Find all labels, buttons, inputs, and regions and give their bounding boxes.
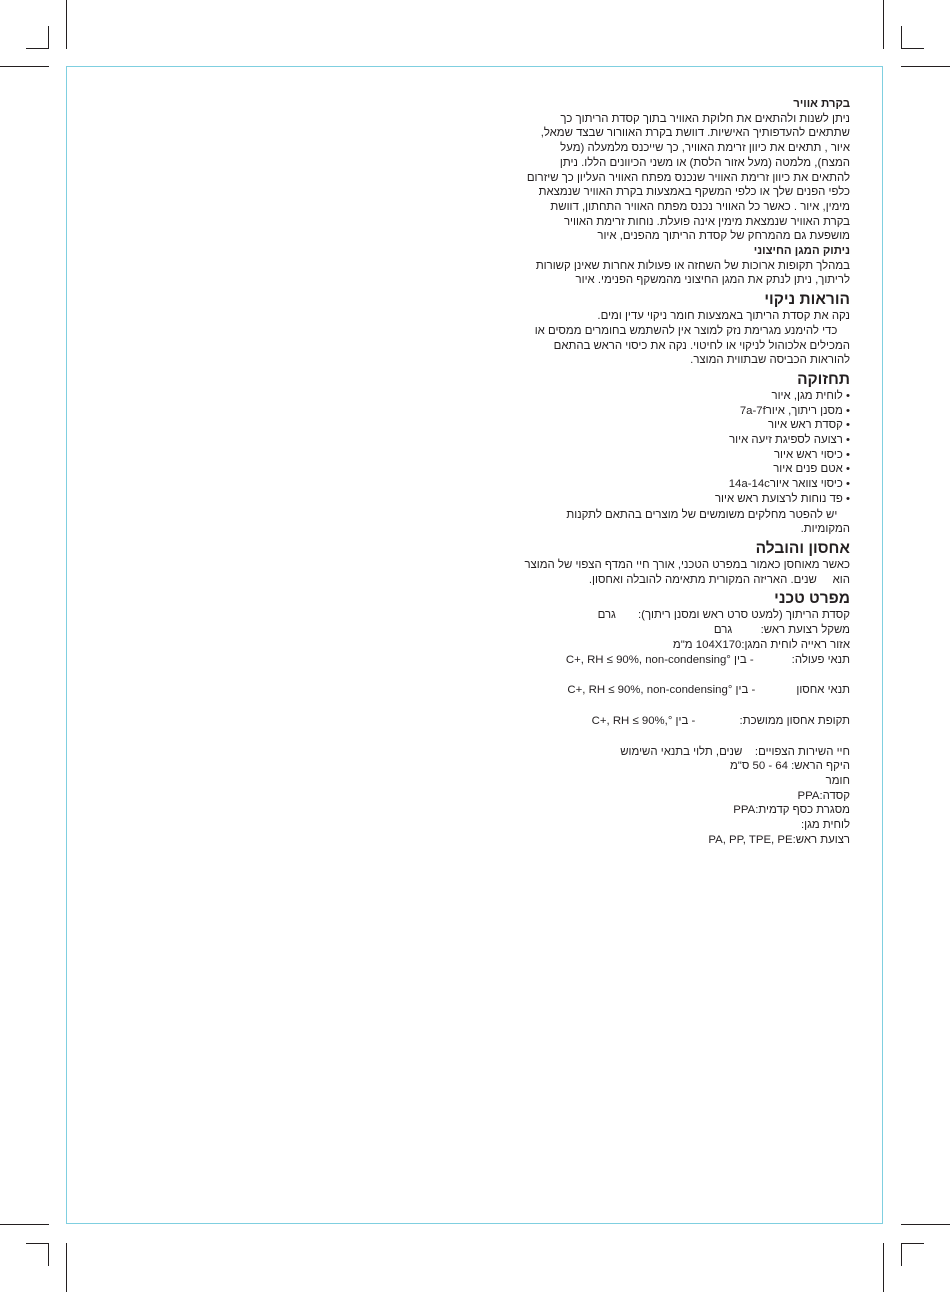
crop-mark-top-right-h [901, 66, 950, 67]
list-item: • מסנן ריתוך, איור7a-7f [739, 404, 850, 417]
spacer [492, 729, 850, 745]
spec-row: לוחית מגן: [800, 819, 850, 832]
spec-row: תקופת אחסון ממושכת: - בין °,C+, RH ≤ 90% [591, 714, 850, 727]
crop-mark-top-left-h [0, 66, 49, 67]
list-item: • לוחית מגן, איור [771, 389, 850, 402]
shield-disconnect-heading: ניתוק המגן החיצוני [753, 245, 850, 258]
spec-row: רצועת ראש:PA, PP, TPE, PE [708, 833, 850, 846]
text-line: להוראות הכביסה שבתווית המוצר. [690, 354, 850, 367]
list-item: • כיסוי צוואר איור14a-14c [728, 478, 850, 491]
maintenance-heading: תחזוקה [797, 370, 850, 388]
disposal-note-line: יש להפטר מחלקים משומשים של מוצרים בהתאם לתקנות [566, 508, 850, 521]
crop-mark-top-left-v2 [48, 26, 49, 49]
crop-mark-bottom-left-v [66, 1243, 67, 1292]
text-line: לריתוך, ניתן לנתק את המגן החיצוני מהמשקף הפנימי. איור [575, 274, 850, 287]
spec-row: תנאי פעולה: - בין °C+, RH ≤ 90%, non-condensing [565, 653, 850, 666]
text-line: כאשר מאוחסן כאמור במפרט הטכני, אורך חיי המדף הצפוי של המוצר [524, 558, 850, 571]
crop-mark-top-left-v [66, 0, 67, 49]
text-line: איור , תתאים את כיוון זרימת האוויר, כך שייכנס מלמעלה (מעל [560, 142, 850, 155]
crop-mark-bottom-right-h [901, 1224, 950, 1225]
shield-disconnect-body [492, 259, 850, 288]
spacer [492, 698, 850, 714]
maintenance-list [492, 389, 850, 537]
spec-row: קסדה:PPA [797, 789, 850, 802]
list-item: • קסדת ראש איור [768, 419, 850, 432]
text-line: הוא שנים. האריזה המקורית מתאימה להובלה ואחסון. [588, 573, 850, 586]
spec-row: היקף הראש: 64 - 50 ס"מ [729, 760, 850, 773]
crop-mark-top-right-v [883, 0, 884, 49]
crop-mark-bottom-right-v [883, 1243, 884, 1292]
text-line: מימין, איור . כאשר כל האוויר נכנס מפתח האוויר התחתון, דוושת [550, 200, 850, 213]
text-line: כלפי הפנים שלך או כלפי המשקף באמצעות בקרת האוויר שנמצאת [538, 186, 850, 199]
crop-mark-bottom-left-v2 [48, 1243, 49, 1266]
storage-heading: אחסון והובלה [755, 539, 850, 557]
text-line: בקרת האוויר שנמצאת מימין אינה פועלת. נוחות זרימת האוויר [563, 215, 850, 228]
text-line: המצח), מלמטה (מעל אזור הלסת) או משני הכיוונים הללו. ניתן [559, 156, 850, 169]
text-line: ניתן לשנות ולהתאים את חלוקת האוויר בתוך קסדת הריתוך כך [560, 112, 850, 125]
document-column [492, 97, 850, 848]
text-line: להתאים את כיוון זרימת האוויר שנכנס מפתח האוויר העליון כך שיזרום [526, 171, 850, 184]
specs-list [492, 608, 850, 847]
spec-row: משקל רצועת ראש: גרם [713, 624, 850, 637]
crop-mark-top-left-h2 [26, 48, 49, 49]
text-line: נקה את קסדת הריתוך באמצעות חומר ניקוי עדין ומים. [597, 310, 850, 323]
list-item: • רצועה לספיגת זיעה איור [729, 434, 850, 447]
text-line: שתתאים להעדפותיך האישיות. דוושת בקרת האוורור שבצד שמאל, [540, 127, 850, 140]
crop-mark-bottom-left-h2 [26, 1243, 49, 1244]
list-item: • אטם פנים איור [773, 463, 850, 476]
air-control-heading: בקרת אוויר [793, 98, 850, 110]
spec-row: מסגרת כסף קדמית:PPA [733, 804, 850, 817]
crop-mark-bottom-right-h2 [901, 1243, 924, 1244]
crop-mark-top-right-v2 [901, 26, 902, 49]
disposal-note-line: המקומיות. [800, 523, 850, 536]
spec-row: תנאי אחסון - בין °C+, RH ≤ 90%, non-condensing [567, 684, 850, 697]
spacer [492, 667, 850, 683]
text-line: מושפעת גם מהמרחק של קסדת הריתוך מהפנים, איור [597, 230, 850, 243]
text-line: במהלך תקופות ארוכות של השחזה או פעולות אחרות שאינן קשורות [535, 259, 850, 272]
cleaning-heading: הוראות ניקוי [764, 291, 850, 309]
text-line: המכילים אלכוהול לניקוי או לחיטוי. נקה את כיסוי הראש בהתאם [553, 339, 850, 352]
cleaning-body [492, 309, 850, 368]
specs-heading: מפרט טכני [774, 590, 850, 608]
spec-row: אזור ראייה לוחית המגן:104X170 מ"מ [672, 638, 850, 651]
spec-row: חומר [825, 775, 850, 788]
crop-mark-bottom-right-v2 [901, 1243, 902, 1266]
crop-mark-top-right-h2 [901, 48, 924, 49]
text-line: כדי להימנע מגרימת נזק למוצר אין להשתמש בחומרים ממסים או [534, 324, 850, 337]
spec-row: קסדת הריתוך (למעט סרט ראש ומסנן ריתוך): גרם [597, 609, 850, 622]
air-control-body [492, 112, 850, 244]
spec-row: חיי השירות הצפויים: שנים, תלוי בתנאי השימוש [620, 745, 850, 758]
storage-body [492, 558, 850, 587]
crop-mark-bottom-left-h [0, 1224, 49, 1225]
list-item: • כיסוי ראש איור [773, 448, 850, 461]
list-item: • פד נוחות לרצועת ראש איור [714, 492, 850, 505]
